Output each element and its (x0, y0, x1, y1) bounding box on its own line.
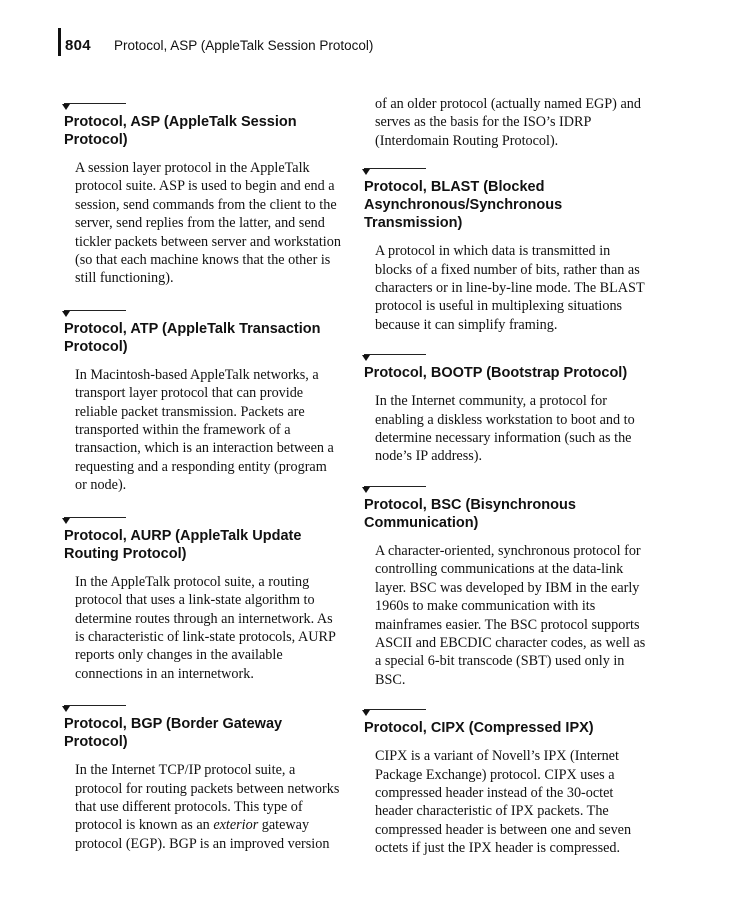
glossary-entry (362, 482, 646, 689)
entry-marker (62, 306, 126, 316)
entry-marker (362, 164, 426, 174)
entry-term: Protocol, BGP (Border Gateway Protocol) (64, 716, 283, 751)
entry-definition: CIPX is a variant of Novell’s IPX (Internet Package Exchange) protocol. CIPX uses a compressed header instead of the 30-octet header characteristic of IPX packets. The compressed header is between one and seven octets if just the IPX header is compressed. (375, 748, 632, 857)
glossary-entry (62, 99, 342, 288)
entry-term: Protocol, ATP (AppleTalk Transaction Protocol) (64, 320, 321, 355)
entry-term: Protocol, BSC (Bisynchronous Communication) (364, 496, 576, 531)
glossary-entry (62, 306, 342, 495)
triangle-icon (62, 311, 70, 317)
entry-term: Protocol, ASP (AppleTalk Session Protocol) (64, 114, 297, 148)
entry-marker (362, 482, 426, 492)
left-column (62, 95, 342, 853)
entry-definition: In Macintosh-based AppleTalk networks, a transport layer protocol that can provide reliable packet transmission. Packets are transported within the framework of a transaction, which is an interaction between a requesting and a responding entity (program or node). (75, 366, 334, 494)
page-number: 804 (65, 37, 91, 54)
definition-italic: exterior (213, 817, 259, 834)
triangle-icon (362, 710, 370, 716)
triangle-icon (362, 487, 370, 493)
entry-definition: A session layer protocol in the AppleTalk protocol suite. ASP is used to begin and end a session, send commands from the client to the server, send replies from the latter, and send tickler packets between server and workstation (so that each machine knows that the other is still functioning). (75, 160, 341, 287)
right-column (362, 95, 646, 858)
entry-marker (362, 705, 426, 715)
entry-marker (362, 350, 426, 360)
entry-definition (75, 761, 342, 853)
entry-definition: A protocol in which data is transmitted in blocks of a fixed number of bits, rather than as characters or in line-by-line mode. The BLAST protocol is useful in multiplexing situations because it can simplify framing. (375, 243, 645, 333)
triangle-icon (362, 169, 370, 175)
definition-text: gateway protocol (EGP). BGP is an improved version (75, 817, 330, 852)
glossary-entry (362, 164, 646, 334)
entry-definition: In the Internet community, a protocol for enabling a diskless workstation to boot and to determine necessary information (such as the node’s IP address). (375, 393, 635, 465)
entry-term: Protocol, BOOTP (Bootstrap Protocol) (364, 365, 628, 382)
triangle-icon (62, 104, 70, 110)
header-rule (58, 28, 61, 56)
definition-text: In the Internet TCP/IP protocol suite, a protocol for routing packets between networks that use different protocols. This type of protocol is known as an (75, 762, 340, 834)
glossary-entry (362, 350, 646, 466)
triangle-icon (362, 355, 370, 361)
entry-term: Protocol, AURP (AppleTalk Update Routing Protocol) (64, 527, 302, 562)
continued-definition: of an older protocol (actually named EGP) and serves as the basis for the ISO’s IDRP (Interdomain Routing Protocol). (375, 96, 641, 149)
entry-term: Protocol, BLAST (Blocked Asynchronous/Synchronous Transmission) (364, 179, 563, 232)
glossary-entry (362, 705, 646, 857)
entry-definition: In the AppleTalk protocol suite, a routing protocol that uses a link-state algorithm to determine routes through an internetwork. As is characteristic of link-state protocols, AURP reports only changes in the available connections in an internetwork. (75, 573, 336, 682)
triangle-icon (62, 706, 70, 712)
entry-term: Protocol, CIPX (Compressed IPX) (364, 720, 594, 737)
glossary-entry (62, 513, 342, 683)
entry-marker (62, 513, 126, 523)
entry-definition: A character-oriented, synchronous protocol for controlling communications at the data-link layer. BSC was developed by IBM in the early 1960s to make communication with its mainframes easier. The BSC protocol supports ASCII and EBCDIC character codes, as well as a special 6-bit transcode (SBT) used only in BSC. (375, 542, 646, 688)
glossary-entry (62, 701, 342, 853)
entry-marker (62, 99, 126, 109)
running-title: Protocol, ASP (AppleTalk Session Protocol) (114, 38, 374, 53)
triangle-icon (62, 518, 70, 524)
entry-marker (62, 701, 126, 711)
